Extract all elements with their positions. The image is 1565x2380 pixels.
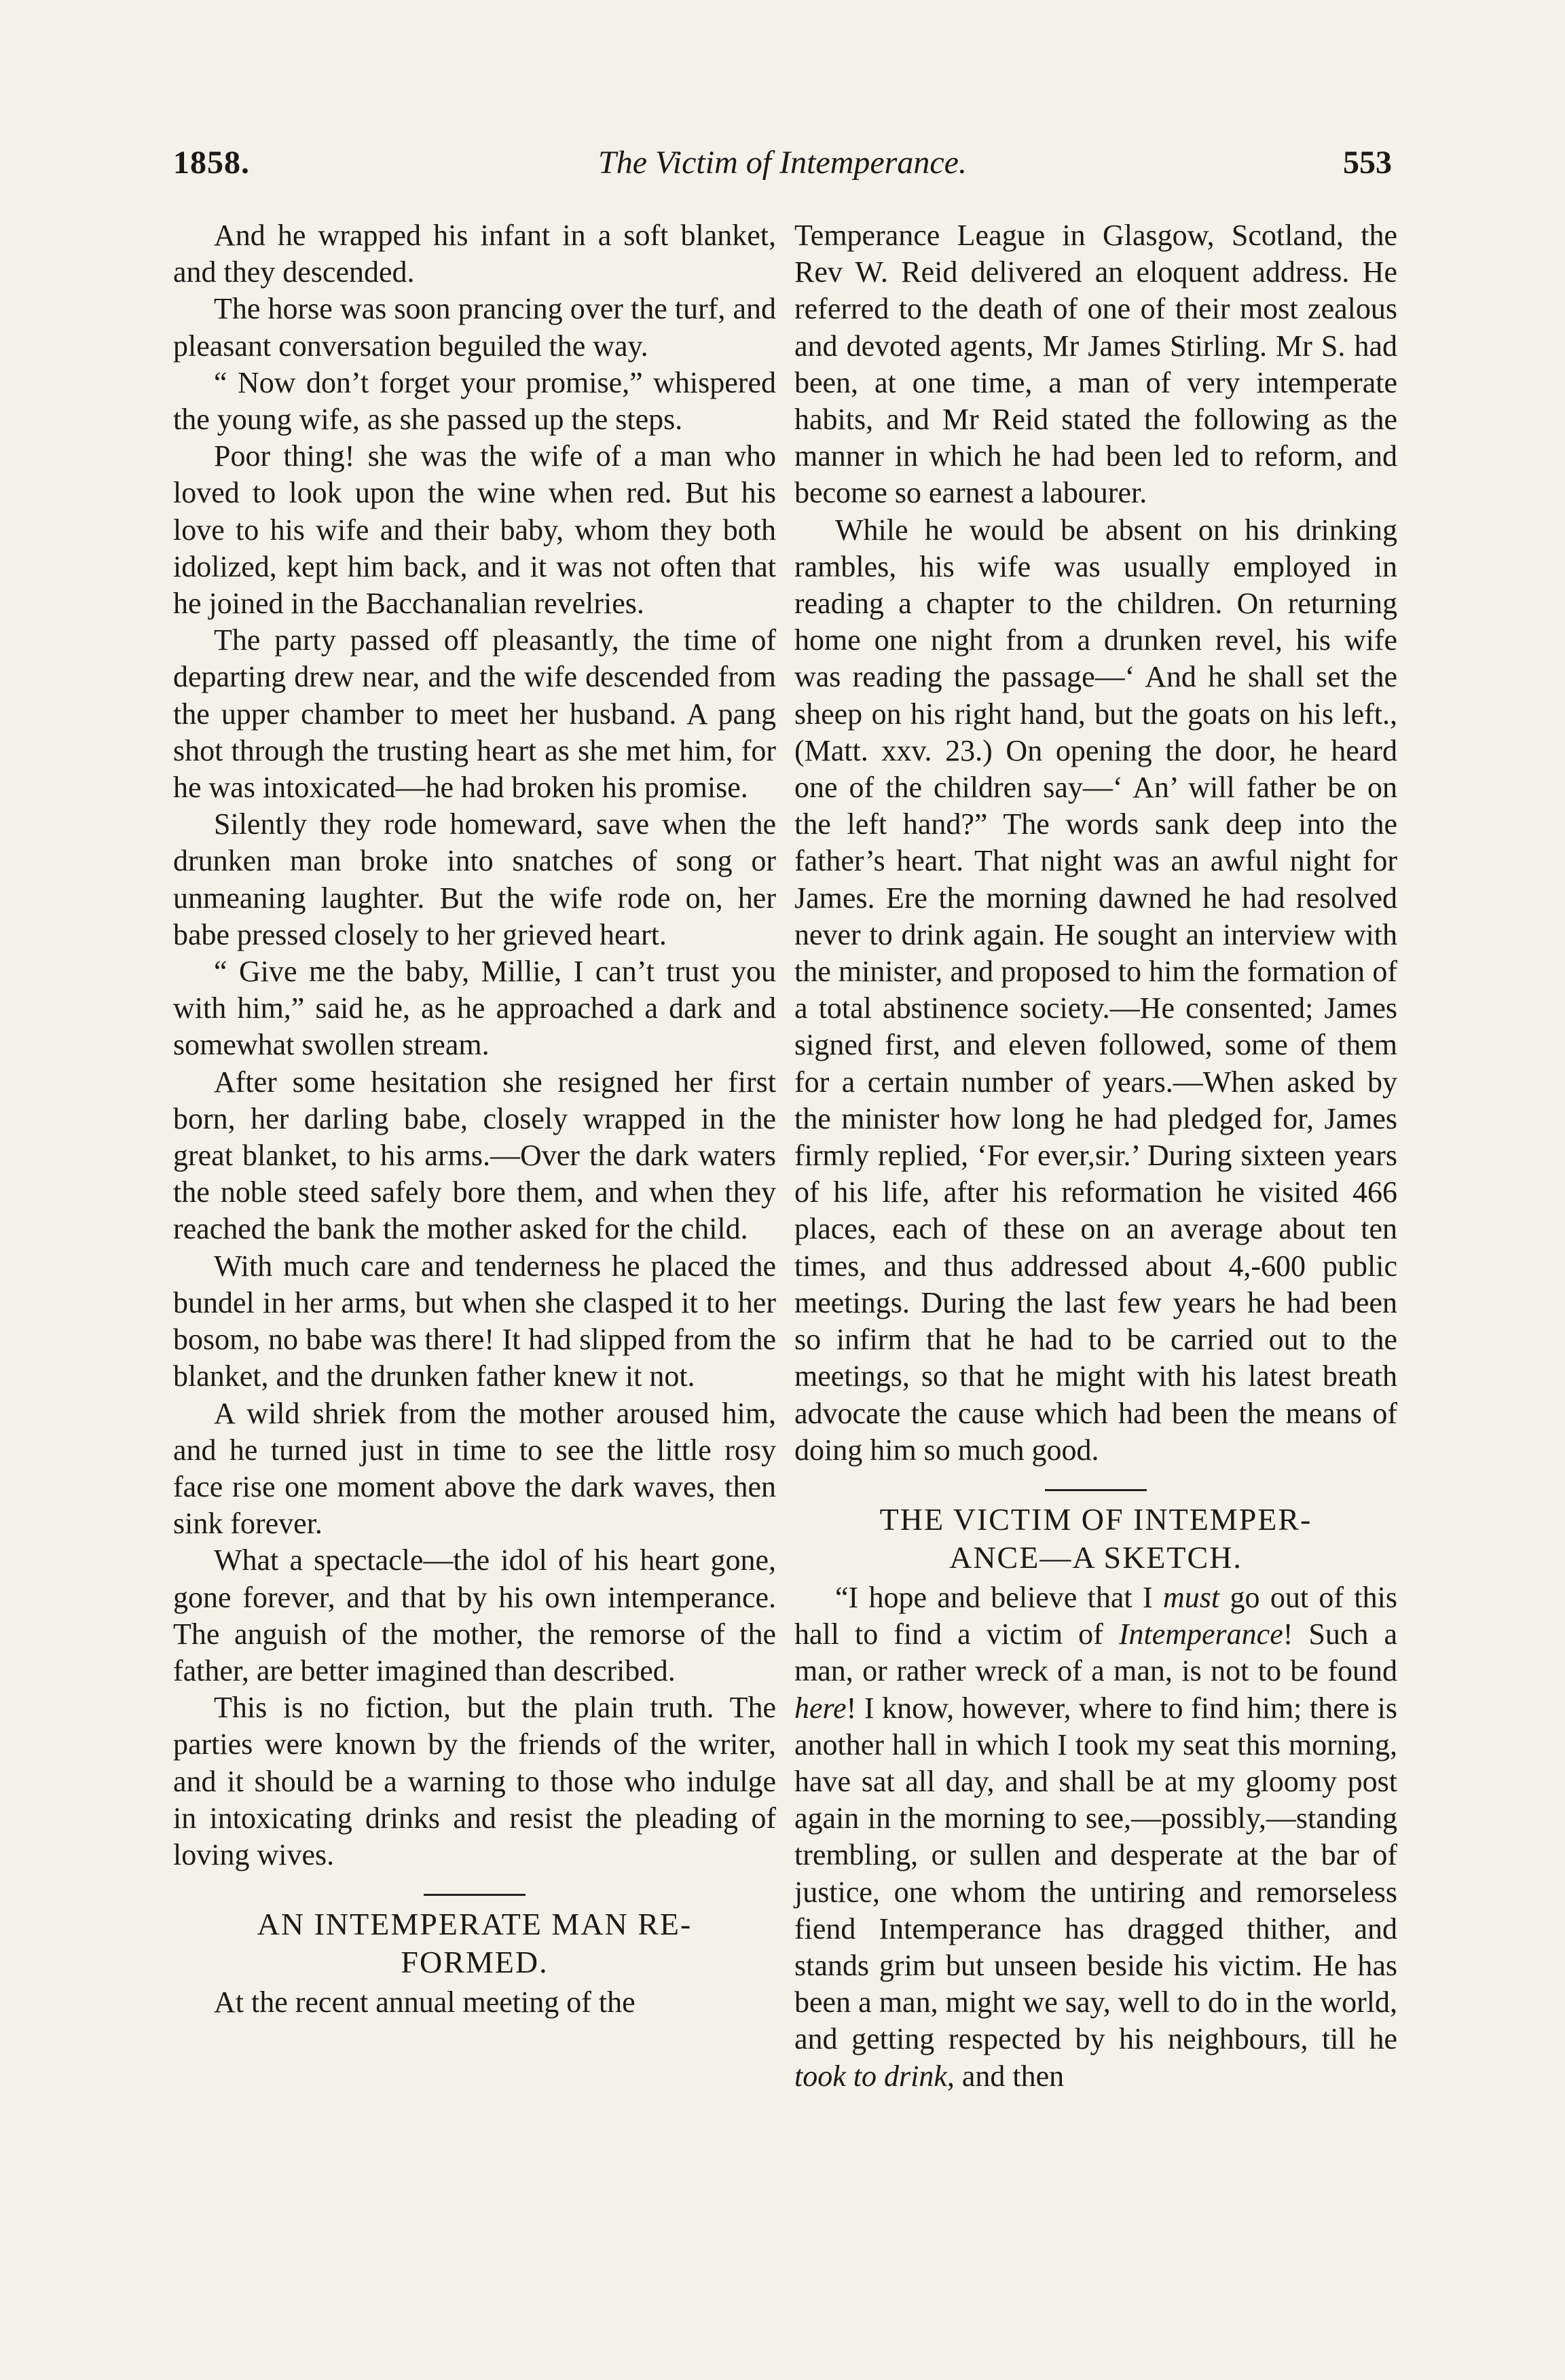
paragraph: [794, 1579, 1397, 2095]
text-run: ! I know, however, where to find him; there is another hall in which I took my seat this morning, have sat all day, and shall be at my gloomy post again in the morning to see,—possibly,—standing trembling, or sullen and desperate at the bar of justice, one whom the untiring and remorseless fiend Intemperance has dragged thither, and stands grim but unseen beside his victim. He has been a man, might we say, well to do in the world, and getting respected by his neighbours, till he: [794, 1691, 1397, 2056]
paragraph: After some hesitation she resigned her first born, her darling babe, closely wrapped in the great blanket, to his arms.—Over the dark waters the noble steed safely bore them, and when they reached the bank the mother asked for the child.: [173, 1065, 776, 1246]
paragraph: With much care and tenderness he placed the bundel in her arms, but when she clasped it to her bosom, no babe was there! It had slipped from the blanket, and the drunken father knew it not.: [173, 1249, 776, 1393]
section-heading: [173, 1905, 776, 1981]
text-run: go out of this hall to find a victim of: [794, 1580, 1397, 1651]
paragraph: While he would be absent on his drinking rambles, his wife was usually employed in reading a chapter to the children. On returning home one night from a drunken revel, his wife was reading the passage—‘ And he shall set the sheep on his right hand, but the goats on his left., (Matt. xxv. 23.) On opening the door, he heard one of the children say—‘ An’ will father be on the left hand?” The words sank deep into the father’s heart. That night was an awful night for James. Ere the morning dawned he had resolved never to drink again. He sought an interview with the minister, and proposed to him the formation of a total abstinence society.—He consented; James signed first, and eleven followed, some of them for a certain number of years.—When asked by the minister how long he had pledged for, James firmly replied, ‘For ever,sir.’ During sixteen years of his life, after his reformation he visited 466 places, each of these on an average about ten times, and thus addressed about 4,-600 public meetings. During the last few years he had been so infirm that he had to be carried out to the meetings, so that he might with his latest breath advocate the cause which had been the means of doing him so much good.: [794, 513, 1397, 1467]
paragraph: “ Give me the baby, Millie, I can’t trust you with him,” said he, as he approached a dark and somewhat swollen stream.: [173, 955, 776, 1062]
section-heading: [794, 1501, 1397, 1577]
paragraph: Silently they rode homeward, save when the drunken man broke into snatches of song or unmeaning laughter. But the wife rode on, her babe pressed closely to her grieved heart.: [173, 807, 776, 951]
paragraph: And he wrapped his infant in a soft blanket, and they descended.: [173, 219, 776, 289]
paragraph: Temperance League in Glasgow, Scotland, the Rev W. Reid delivered an eloquent address. He referred to the death of one of their most zealous and devoted agents, Mr James Stirling. Mr S. had been, at one time, a man of very intemperate habits, and Mr Reid stated the following as the manner in which he had been led to reform, and become so earnest a labourer.: [794, 219, 1397, 510]
text-run: ! Such a man, or rather wreck of a man, is not to be found: [794, 1617, 1397, 1688]
heading-line: AN INTEMPERATE MAN RE-: [257, 1907, 693, 1942]
italic-text: here: [794, 1691, 847, 1725]
running-header: [173, 144, 1392, 198]
header-year: 1858.: [173, 145, 250, 181]
section-divider: [424, 1894, 526, 1896]
heading-line: THE VICTIM OF INTEMPER-: [879, 1501, 1312, 1537]
paragraph: A wild shriek from the mother aroused him, and he turned just in time to see the little rosy face rise one moment above the dark waves, then sink forever.: [173, 1396, 776, 1541]
italic-text: must: [1163, 1580, 1220, 1614]
paragraph: At the recent annual meeting of the: [214, 1985, 636, 2019]
header-title: The Victim of Intemperance.: [598, 145, 967, 181]
italic-text: Intemperance: [1118, 1617, 1283, 1651]
italic-text: took to drink: [794, 2059, 947, 2093]
text-run: , and then: [946, 2059, 1065, 2093]
page-number: 553: [1343, 145, 1392, 181]
left-column: [173, 217, 776, 2021]
paragraph: Poor thing! she was the wife of a man who loved to look upon the wine when red. But his love to his wife and their baby, whom they both idolized, kept him back, and it was not often that he joined in the Bacchanalian revelries.: [173, 439, 776, 621]
right-column: [794, 217, 1397, 2095]
paragraph: The party passed off pleasantly, the time of departing drew near, and the wife descended from the upper chamber to meet her husband. A pang shot through the trusting heart as she met him, for he was intoxicated—he had broken his promise.: [173, 623, 776, 805]
text-run: “I hope and believe that I: [835, 1580, 1164, 1614]
paragraph: “ Now don’t forget your promise,” whispered the young wife, as she passed up the steps.: [173, 365, 776, 437]
paragraph: This is no fiction, but the plain truth. The parties were known by the friends of the writer, and it should be a warning to those who indulge in intoxicating drinks and resist the pleading of loving wives.: [173, 1691, 776, 1871]
heading-line: FORMED.: [401, 1945, 549, 1980]
paragraph: What a spectacle—the idol of his heart gone, gone forever, and that by his own intemperance. The anguish of the mother, the remorse of the father, are better imagined than described.: [173, 1543, 776, 1687]
paragraph: The horse was soon prancing over the turf, and pleasant conversation beguiled the way.: [173, 292, 776, 363]
heading-line: ANCE—A SKETCH.: [949, 1539, 1242, 1575]
section-divider: [1045, 1489, 1147, 1491]
